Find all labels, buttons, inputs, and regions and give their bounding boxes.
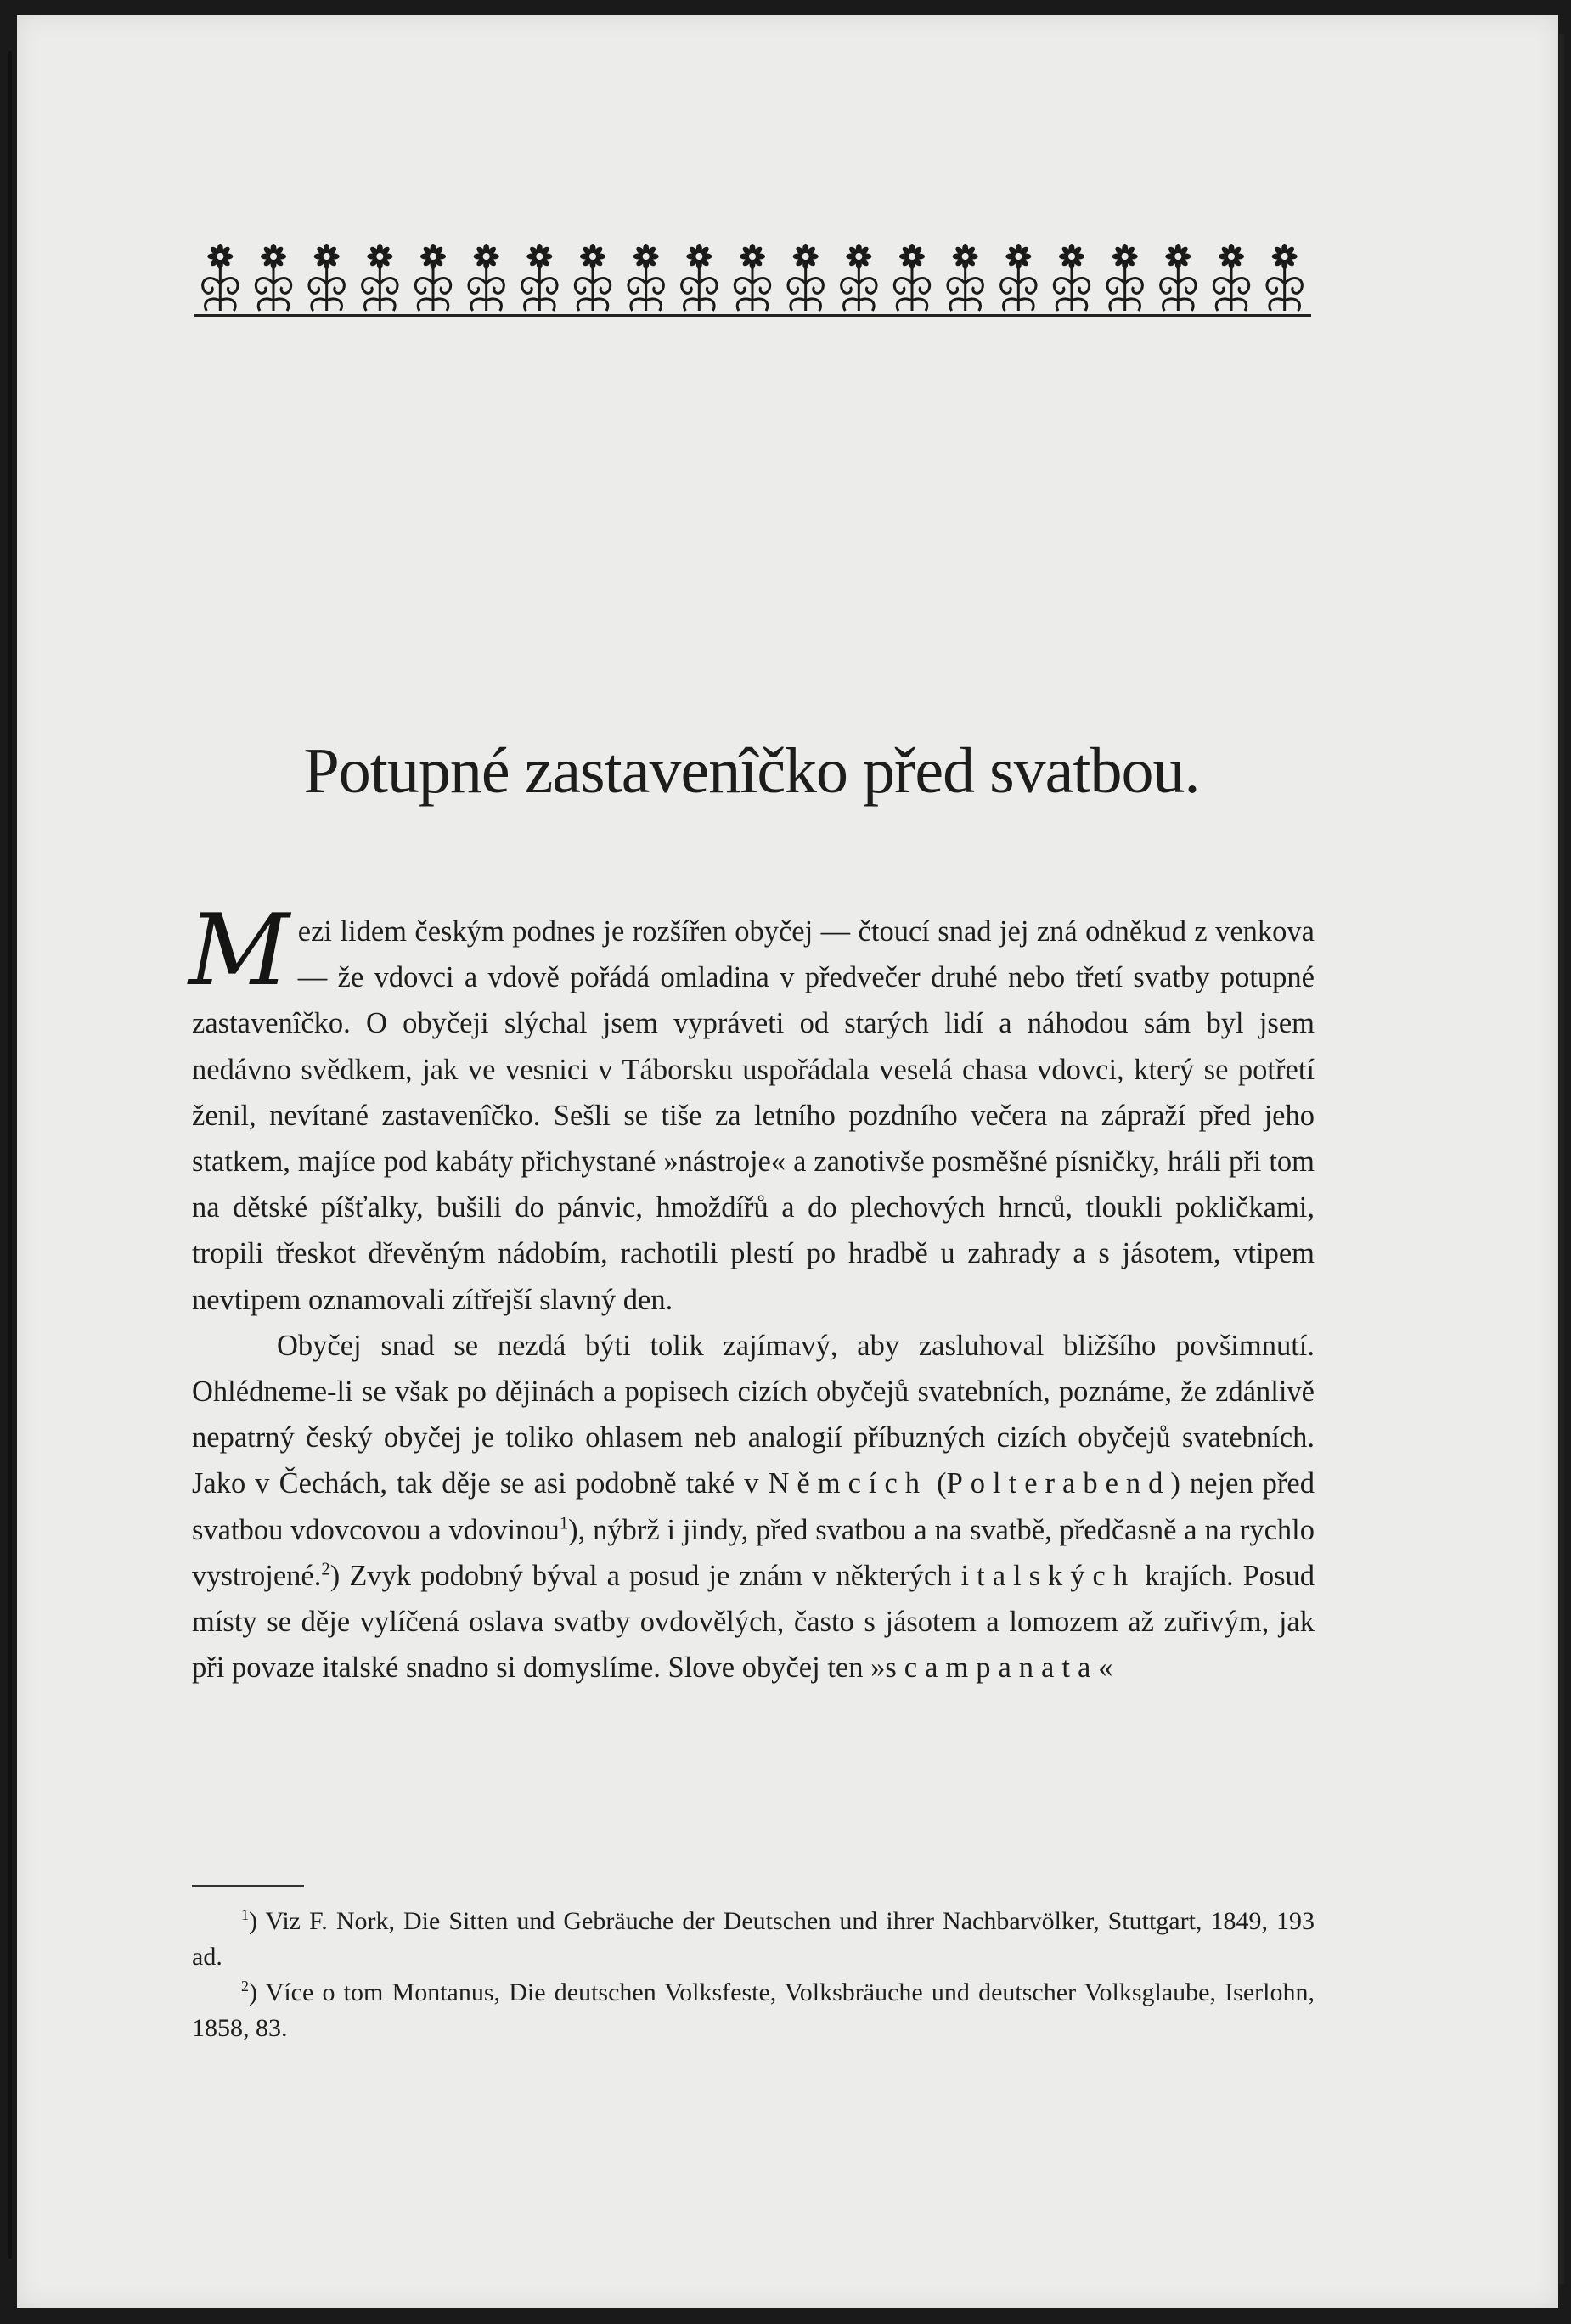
flower-ornament (1267, 244, 1302, 311)
flower-ornament (735, 244, 769, 311)
body-text (189, 893, 1315, 1691)
flower-ornament (628, 244, 663, 311)
page-edge-right (1559, 34, 1564, 2284)
flower-ornament (682, 244, 717, 311)
header-rule (194, 314, 1311, 317)
flower-ornament (469, 244, 504, 311)
footnote-ref-1: 1 (559, 1514, 569, 1533)
flower-ornament (309, 244, 344, 311)
flower-ornament (1161, 244, 1196, 311)
flower-ornament (575, 244, 610, 311)
chapter-title: Potupné zastavenîčko před svatbou. (303, 734, 1200, 807)
drop-cap: M (189, 893, 290, 1008)
flower-ornament (1001, 244, 1036, 311)
flower-ornament (894, 244, 929, 311)
paragraph-1: Mezi lidem českým podnes je rozšířen obyčej — čtoucí snad jej zná odněkud z venkova — že vdovci a vdově pořádá omladina v předvečer druhé nebo třetí svatby potupné zastavenîčko. O obyčeji slýchal jsem vypráveti od starých lidí a náhodou sám byl jsem nedávno svědkem, jak ve vesnici v Táborsku uspořádala veselá chasa vdovci, který se potřetí ženil, nevítané zastavenîčko. Sešli se tiše za letního pozdního večera na zápraží před jeho statkem, majíce pod kabáty přichystané »nástroje« a zanotivše posměšné písničky, hráli při tom na dětské píšťalky, bušili do pánvic, hmoždířů a do plechových hrnců, tloukli pokličkami, tropili třeskot dřevěným nádobím, rachotili plestí po hradbě u zahrady a s jásotem, vtipem nevtipem oznamovali zítřejší slavný den. (189, 893, 1315, 1316)
flower-ornament (256, 244, 290, 311)
floral-border-icon (194, 236, 1311, 314)
flower-ornament (363, 244, 397, 311)
flower-ornament (415, 244, 450, 311)
flower-ornament (1054, 244, 1089, 311)
flower-ornament (948, 244, 983, 311)
flower-ornament (1107, 244, 1142, 311)
paragraph-2: Obyčej snad se nezdá býti tolik zajímavý, aby zasluhoval bližšího povšimnutí. Ohlédneme-li se však po dějinách a popisech cizích obyčejů svatebních, poznáme, že zdánlivě nepatrný český obyčej je toliko ohlasem neb analogií příbuzných cizích obyčejů svatebních. Jako v Čechách, tak děje se asi podobně také v Němcích (Polterabend) nejen před svatbou vdovcovou a vdovinou$^1$), nýbrž i jindy, před svatbou a na svatbě, předčasně a na rychlo vystrojené.$^2$) Zvyk podobný býval a posud je znám v některých italských krajích. Posud místy se děje vylíčená oslava svatby ovdovělých, často s jásotem a lomozem až zuřivým, jak při povaze italské snadno si domyslíme. Slove obyčej ten »scampanata« (192, 1329, 1315, 1685)
footnote-rule (192, 1885, 304, 1887)
page-edge-left (8, 51, 12, 2259)
flower-ornament (522, 244, 557, 311)
flower-ornament (1213, 244, 1248, 311)
footnote-2: $^2$) Více o tom Montanus, Die deutschen Volksfeste, Volksbräuche und deutscher Volksglaube, Iserlohn, 1858, 83. (192, 1978, 1315, 2042)
footnotes (192, 1904, 1315, 2046)
footnote-1: $^1$) Viz F. Nork, Die Sitten und Gebräuche der Deutschen und ihrer Nachbarvölker, Stuttgart, 1849, 193 ad. (192, 1906, 1315, 1971)
footnote-ref-2: 2 (321, 1560, 330, 1579)
flower-ornament (842, 244, 876, 311)
flower-ornament (788, 244, 823, 311)
flower-ornament (203, 244, 238, 311)
